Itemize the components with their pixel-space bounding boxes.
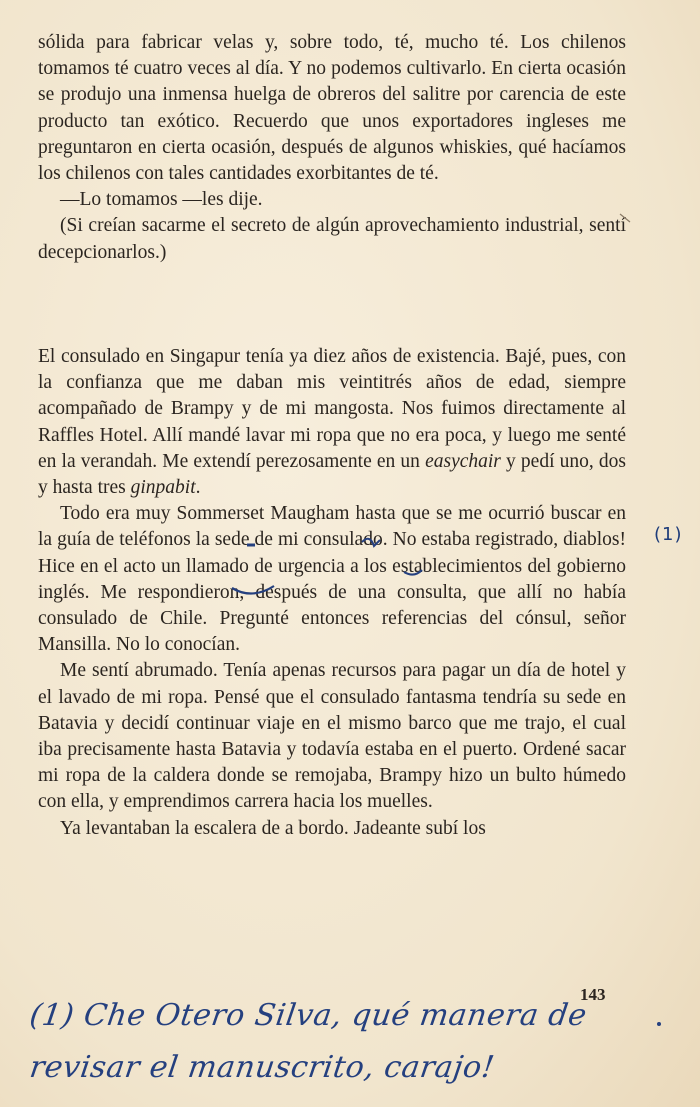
text-block-singapore (38, 344, 626, 842)
paragraph-consulate-end: . (195, 477, 201, 499)
handwritten-note-line2: revisar el manuscrito, carajo! (27, 1050, 497, 1085)
paragraph-ladder: Ya levantaban la escalera de a bordo. Jadeante subí los (60, 817, 486, 839)
paragraph-maugham: Todo era muy Sommerset Maugham hasta que se me ocurrió buscar en la guía de teléfonos la sede de mi consulado. No estaba registrado, diablos! Hice en el acto un llamado de urgencia a los establecimientos del gobierno inglés. Me respondieron, después de una consulta, que allí no había consulado de Chile. Pregunté entonces referencias del cónsul, señor Mansilla. No lo conocían. (38, 503, 626, 656)
italic-ginpabit: ginpabit (130, 477, 196, 499)
paragraph-tea: sólida para fabricar velas y, sobre todo, té, mucho té. Los chilenos tomamos té cuatro veces al día. Y no podemos cultivarlo. En cierta ocasión se produjo una inmensa huelga de obreros del salitre por carencia de este producto tan exótico. Recuerdo que unos exportadores ingleses me preguntaron en cierta ocasión, después de algunos whiskies, qué hacíamos los chilenos con tales cantidades exorbitantes de té. (38, 32, 626, 185)
paragraph-consulate (38, 344, 626, 501)
paragraph-overwhelmed: Me sentí abrumado. Tenía apenas recursos para pagar un día de hotel y el lavado de mi ropa. Pensé que el consulado fantasma tendría su sede en Batavia y decidí continuar viaje en el mismo barco que me trajo, el cual iba precisamente hasta Batavia y todavía estaba en el puerto. Ordené sacar mi ropa de la caldera donde se remojaba, Brampy hizo un bulto húmedo con ella, y emprendimos carrera hacia los muelles. (38, 660, 626, 813)
handwritten-note-line1: (1) Che Otero Silva, qué manera de (27, 998, 589, 1033)
paragraph-consulate-mid: y pedí uno, dos y hasta tres (38, 450, 626, 499)
paragraph-dialogue: —Lo tomamos —les dije. (60, 189, 263, 211)
ink-dot (657, 1022, 661, 1026)
text-block-top (38, 30, 626, 266)
paragraph-consulate-start: El consulado en Singapur tenía ya diez años de existencia. Bajé, pues, con la confianza que me daban mis veintitrés años de edad, siempre acompañado de Brampy y de mi mangosta. Nos fuimos directamente al Raffles Hotel. Allí mandé lavar mi ropa que no era poca, y luego me senté en la verandah. Me extendí perezosamente en un (38, 346, 626, 472)
italic-easychair: easychair (425, 450, 501, 472)
page-number: 143 (580, 985, 606, 1004)
margin-note-marker: (1) (654, 524, 683, 545)
paragraph-aside: (Si creían sacarme el secreto de algún aprovechamiento industrial, sentí decepcionarlos.) (38, 215, 626, 263)
